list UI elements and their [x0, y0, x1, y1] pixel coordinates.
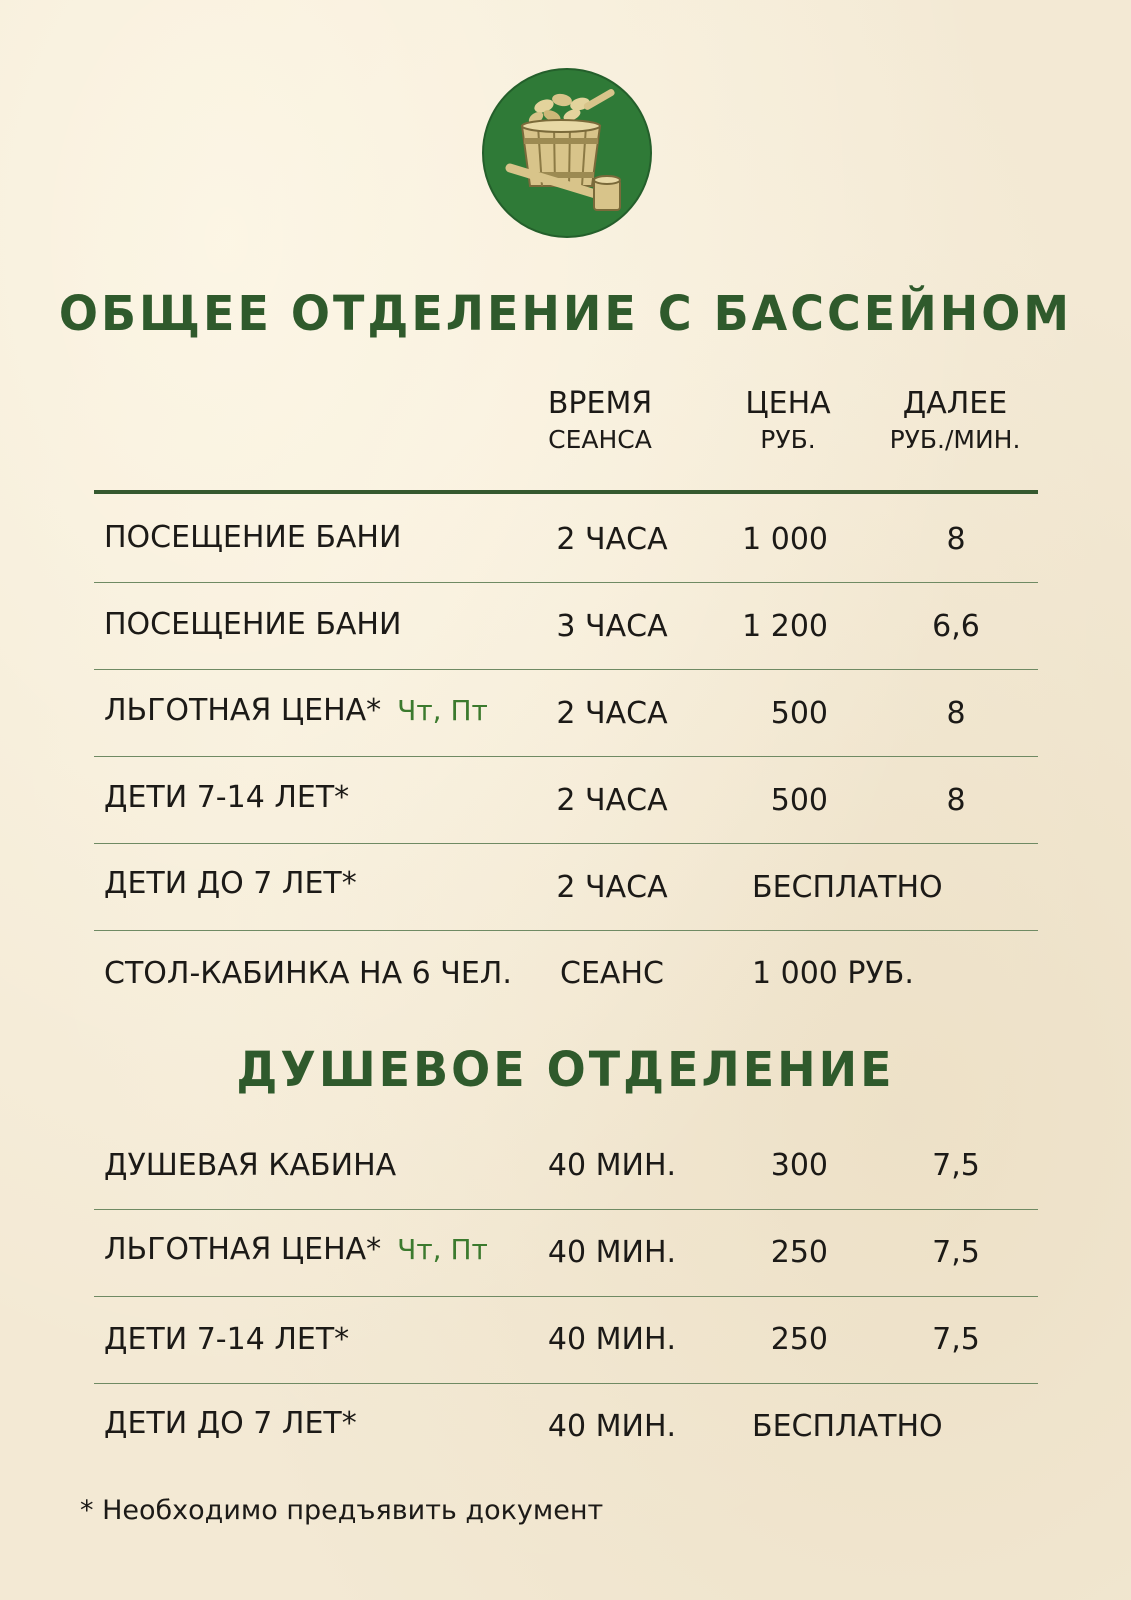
row-divider	[94, 1383, 1038, 1384]
header-price-line2: РУБ.	[760, 425, 816, 454]
section-title-general: ОБЩЕЕ ОТДЕЛЕНИЕ С БАССЕЙНОМ	[58, 284, 1073, 342]
row-divider	[94, 843, 1038, 844]
row-time: 40 МИН.	[547, 1322, 677, 1357]
row-time: 40 МИН.	[547, 1235, 677, 1270]
row-divider	[94, 1296, 1038, 1297]
row-name: ПОСЕЩЕНИЕ БАНИ	[104, 607, 402, 642]
row-price: 250	[770, 1235, 828, 1270]
row-name: ДЕТИ 7-14 ЛЕТ*	[104, 1322, 350, 1357]
row-price-text: БЕСПЛАТНО	[752, 870, 943, 905]
header-divider	[94, 490, 1038, 494]
row-next: 7,5	[932, 1148, 980, 1183]
row-divider	[94, 669, 1038, 670]
header-next-line2: РУБ./МИН.	[889, 425, 1021, 454]
row-time: 2 ЧАСА	[556, 522, 668, 557]
row-price: 500	[770, 783, 828, 818]
row-name: ДЕТИ ДО 7 ЛЕТ*	[104, 1406, 357, 1441]
row-price-text: 1 000 РУБ.	[752, 956, 914, 991]
row-next: 7,5	[932, 1235, 980, 1270]
row-name: ДЕТИ 7-14 ЛЕТ*	[104, 780, 350, 815]
row-divider	[94, 756, 1038, 757]
row-price-text: БЕСПЛАТНО	[752, 1409, 943, 1444]
row-name: ДУШЕВАЯ КАБИНА	[104, 1148, 397, 1183]
row-time: 2 ЧАСА	[556, 696, 668, 731]
header-time-line1: ВРЕМЯ	[547, 386, 653, 421]
header-next	[870, 385, 1040, 457]
header-time-line2: СЕАНСА	[548, 425, 652, 454]
row-price: 300	[770, 1148, 828, 1183]
row-time: 40 МИН.	[547, 1148, 677, 1183]
row-price: 250	[770, 1322, 828, 1357]
row-note-days: Чт, Пт	[397, 1233, 488, 1266]
footnote: * Необходимо предъявить документ	[80, 1495, 604, 1526]
row-name: СТОЛ-КАБИНКА НА 6 ЧЕЛ.	[104, 956, 512, 991]
row-note-days: Чт, Пт	[397, 694, 488, 727]
header-next-line1: ДАЛЕЕ	[902, 386, 1008, 421]
section-title-shower: ДУШЕВОЕ ОТДЕЛЕНИЕ	[236, 1040, 895, 1098]
row-price: 1 200	[742, 609, 828, 644]
row-next: 8	[946, 522, 966, 557]
row-next: 8	[946, 696, 966, 731]
row-time: 2 ЧАСА	[556, 783, 668, 818]
row-price: 500	[770, 696, 828, 731]
row-name: ЛЬГОТНАЯ ЦЕНА*	[104, 693, 382, 728]
bath-bucket-icon	[482, 68, 652, 238]
row-name: ДЕТИ ДО 7 ЛЕТ*	[104, 866, 357, 901]
row-next: 6,6	[932, 609, 980, 644]
row-time: 3 ЧАСА	[556, 609, 668, 644]
header-time	[525, 385, 675, 457]
row-name: ПОСЕЩЕНИЕ БАНИ	[104, 520, 402, 555]
row-divider	[94, 582, 1038, 583]
header-price-line1: ЦЕНА	[745, 386, 831, 421]
row-time: 2 ЧАСА	[556, 870, 668, 905]
row-time: 40 МИН.	[547, 1409, 677, 1444]
row-divider	[94, 1209, 1038, 1210]
header-price	[718, 385, 858, 457]
row-price: 1 000	[742, 522, 828, 557]
row-name: ЛЬГОТНАЯ ЦЕНА*	[104, 1232, 382, 1267]
row-divider	[94, 930, 1038, 931]
row-time: СЕАНС	[560, 956, 664, 991]
row-next: 8	[946, 783, 966, 818]
row-next: 7,5	[932, 1322, 980, 1357]
